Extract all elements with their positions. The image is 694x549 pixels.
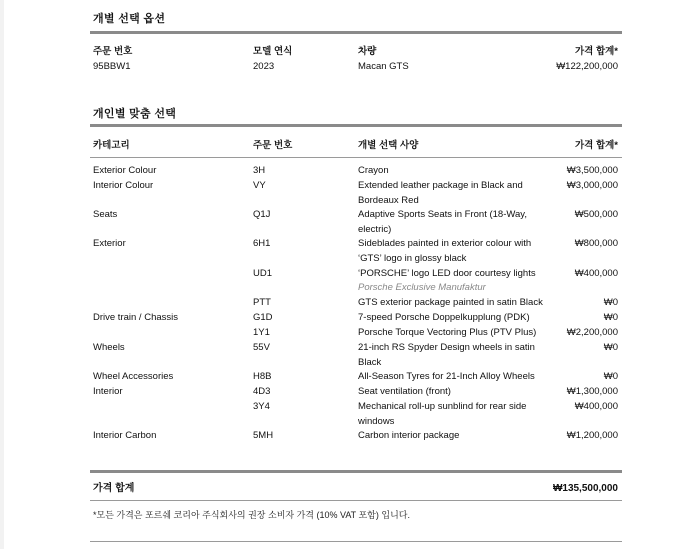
table-row-spec: Carbon interior package [358,430,460,441]
table-row-price: ₩3,000,000 [566,180,618,191]
table-row-code: 55V [253,342,270,353]
table-row-price: ₩0 [603,312,618,323]
divider [90,470,622,473]
divider [90,500,622,501]
table-row-price: ₩1,200,000 [566,430,618,441]
table-row-code: 3H [253,165,266,176]
header-model-year: 모델 연식 [253,46,293,57]
table-row-price: ₩2,200,000 [566,327,618,338]
value-vehicle: Macan GTS [358,61,409,72]
table-row-price: ₩1,300,000 [566,386,618,397]
section-title-options: 개별 선택 옵션 [93,13,166,25]
table-row-code: VY [253,180,266,191]
table-row-category: Interior Colour [93,180,154,191]
table-row-category: Interior [93,386,123,397]
table-row-spec: ‘PORSCHE’ logo LED door courtesy lights [358,268,536,279]
table-row-category: Drive train / Chassis [93,312,178,323]
section-title-personal: 개인별 맞춤 선택 [93,108,177,120]
table-row-spec: Mechanical roll-up sunblind for rear side windows [358,401,527,427]
table-row-spec: 7-speed Porsche Doppelkupplung (PDK) [358,312,530,323]
table-row-code: 1Y1 [253,327,270,338]
table-row-category: Exterior Colour [93,165,157,176]
summary-label: 가격 합계 [93,483,135,494]
table-row-code: 6H1 [253,238,271,249]
divider [90,157,622,158]
divider [90,124,622,127]
footnote: *모든 가격은 포르쉐 코리아 주식회사의 권장 소비자 가격 (10% VAT 포함) 입니다. [93,510,410,520]
table-row-spec: 21-inch RS Spyder Design wheels in satin Black [358,342,535,368]
table-row-price: ₩0 [603,371,618,382]
table-row-code: UD1 [253,268,273,279]
table-row-spec-sub: Porsche Exclusive Manufaktur [358,282,486,293]
table-row-spec: Porsche Torque Vectoring Plus (PTV Plus) [358,327,537,338]
left-margin [0,0,4,549]
table-row-spec: All-Season Tyres for 21-Inch Alloy Wheels [358,371,535,382]
value-total-price: ₩122,200,000 [556,61,618,72]
divider [90,541,622,542]
header-order-no: 주문 번호 [93,46,133,57]
table-row-price: ₩0 [603,342,618,353]
table-row-spec: Crayon [358,165,389,176]
table-row-price: ₩3,500,000 [566,165,618,176]
table-row-code: 5MH [253,430,274,441]
table-row-category: Exterior [93,238,126,249]
table-row-code: G1D [253,312,273,323]
table-row-spec: Extended leather package in Black and Bordeaux Red [358,180,523,206]
table-row-spec: GTS exterior package painted in satin Black [358,297,543,308]
table-row-category: Wheel Accessories [93,371,174,382]
table-row-spec: Seat ventilation (front) [358,386,451,397]
table-row-price: ₩400,000 [574,401,618,412]
table-row-category: Seats [93,209,118,220]
header-category: 카테고리 [93,140,130,151]
table-row-spec: Adaptive Sports Seats in Front (18-Way, electric) [358,209,527,235]
header-price: 가격 합계* [574,140,618,151]
table-row-category: Wheels [93,342,125,353]
divider [90,31,622,34]
table-row-price: ₩800,000 [574,238,618,249]
header-vehicle: 차량 [358,46,377,57]
table-row-code: Q1J [253,209,271,220]
table-row-code: H8B [253,371,272,382]
table-row-category: Interior Carbon [93,430,157,441]
table-row-spec: Sideblades painted in exterior colour with ‘GTS’ logo in glossy black [358,238,532,264]
value-order-no: 95BBW1 [93,61,131,72]
summary-total: ₩135,500,000 [552,483,618,494]
table-row-price: ₩400,000 [574,268,618,279]
table-row-code: 3Y4 [253,401,270,412]
value-model-year: 2023 [253,61,275,72]
header-total-price: 가격 합계* [574,46,618,57]
table-row-price: ₩500,000 [574,209,618,220]
table-row-code: 4D3 [253,386,271,397]
table-row-code: PTT [253,297,271,308]
header-order-no: 주문 번호 [253,140,293,151]
header-spec: 개별 선택 사양 [358,140,419,151]
table-row-price: ₩0 [603,297,618,308]
